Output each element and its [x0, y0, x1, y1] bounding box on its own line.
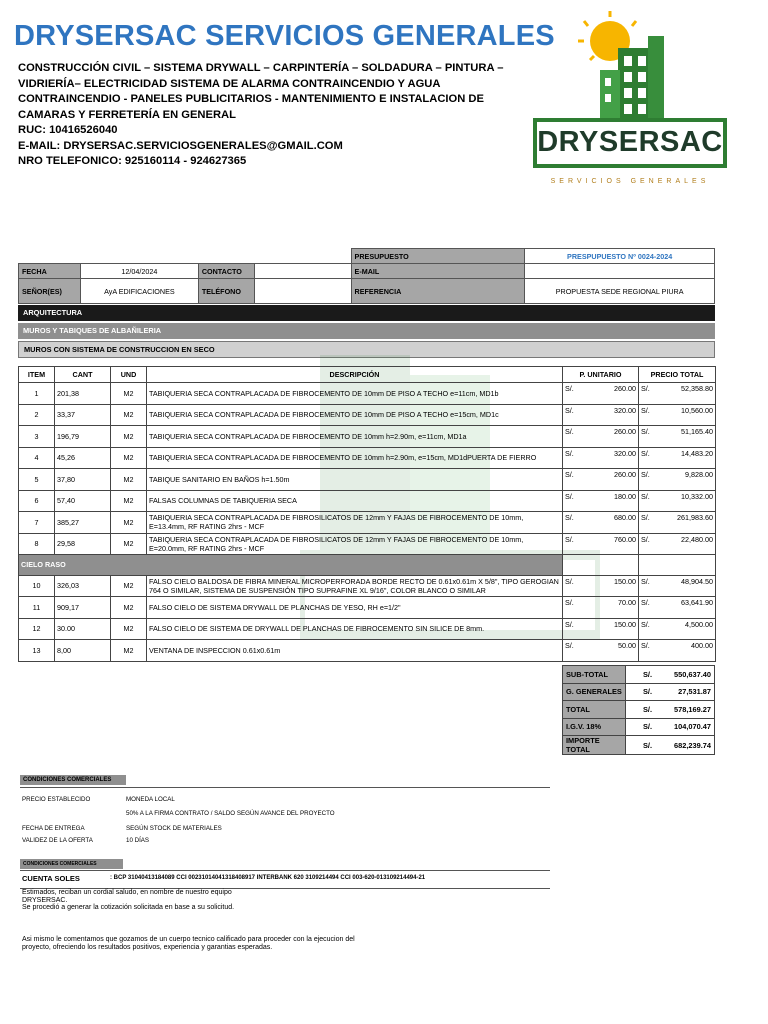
total-price-value: 51,165.40	[681, 427, 713, 436]
currency-symbol: S/.	[643, 740, 653, 750]
unit-price-value: 70.00	[618, 598, 636, 607]
currency-symbol: S/.	[641, 619, 650, 629]
item-number: 10	[19, 575, 55, 597]
item-description: TABIQUERIA SECA CONTRAPLACADA DE FIBROCEMENTO DE 10mm DE PISO A TECHO e=15cm, MD1c	[147, 404, 563, 426]
col-p-unitario: P. UNITARIO	[563, 367, 639, 383]
item-number: 6	[19, 490, 55, 512]
item-total-price	[639, 533, 716, 555]
totals-value: 104,070.47	[674, 722, 711, 732]
logo-subtitle: SERVICIOS GENERALES	[550, 178, 710, 185]
validez-value: 10 DÍAS	[126, 837, 150, 844]
currency-symbol: S/.	[565, 534, 574, 544]
currency-symbol: S/.	[643, 669, 653, 679]
totals-value: 682,239.74	[674, 740, 711, 750]
table-row	[19, 512, 716, 534]
item-unit: M2	[111, 512, 147, 534]
currency-symbol: S/.	[565, 619, 574, 629]
section-muros-seco: MUROS CON SISTEMA DE CONSTRUCCION EN SECO	[18, 341, 715, 358]
item-number: 7	[19, 512, 55, 534]
item-description: TABIQUERIA SECA CONTRAPLACADA DE FIBROSILICATOS DE 12mm Y FAJAS DE FIBROCEMENTO DE 10mm, E=13.4mm, RF RATING 2hrs - MCF	[147, 512, 563, 534]
total-price-value: 63,641.90	[681, 598, 713, 607]
total-price-value: 22,480.00	[681, 534, 713, 544]
cuenta-label: CUENTA SOLES	[22, 874, 80, 883]
item-description: TABIQUERIA SECA CONTRAPLACADA DE FIBROCEMENTO DE 10mm h=2.90m, e=15cm, MD1dPUERTA DE FIERRO	[147, 447, 563, 469]
item-quantity: 30.00	[55, 618, 111, 640]
item-unit-price	[563, 640, 639, 662]
items-table	[18, 366, 716, 662]
unit-price-value: 320.00	[614, 448, 636, 458]
unit-price-value: 760.00	[614, 534, 636, 544]
col-cant: CANT	[55, 367, 111, 383]
pago-value: 50% A LA FIRMA CONTRATO / SALDO SEGÚN AVANCE DEL PROYECTO	[126, 810, 335, 817]
currency-symbol: S/.	[641, 598, 650, 607]
currency-symbol: S/.	[641, 641, 650, 650]
item-number: 4	[19, 447, 55, 469]
currency-symbol: S/.	[641, 448, 650, 458]
totals-value: 550,637.40	[674, 669, 711, 679]
unit-price-value: 180.00	[614, 491, 636, 501]
item-description: TABIQUE SANITARIO EN BAÑOS h=1.50m	[147, 469, 563, 491]
section-muros-tabiques: MUROS Y TABIQUES DE ALBAÑILERIA	[18, 323, 715, 339]
item-unit-price	[563, 404, 639, 426]
conditions-block	[20, 768, 550, 854]
totals-amount	[626, 701, 715, 719]
item-number: 3	[19, 426, 55, 448]
currency-symbol: S/.	[641, 576, 650, 586]
referencia-value: PROPUESTA SEDE REGIONAL PIURA	[525, 279, 715, 304]
referencia-label: REFERENCIA	[351, 279, 525, 304]
unit-price-value: 150.00	[614, 619, 636, 629]
item-unit-price	[563, 426, 639, 448]
table-row	[19, 640, 716, 662]
item-unit: M2	[111, 618, 147, 640]
total-price-value: 48,904.50	[681, 576, 713, 586]
currency-symbol: S/.	[565, 598, 574, 607]
fecha-value: 12/04/2024	[80, 264, 198, 279]
unit-price-value: 260.00	[614, 384, 636, 393]
item-unit-price	[563, 597, 639, 619]
currency-symbol: S/.	[565, 448, 574, 458]
presupuesto-number: PRESPUPUESTO Nº 0024-2024	[525, 249, 715, 264]
table-row	[19, 404, 716, 426]
col-descripcion: DESCRIPCIÓN	[147, 367, 563, 383]
total-price-value: 52,358.80	[681, 384, 713, 393]
table-header-row	[19, 367, 716, 383]
table-row	[19, 469, 716, 491]
item-number: 8	[19, 533, 55, 555]
totals-label: I.G.V. 18%	[563, 718, 626, 736]
email-text: E-MAIL: DRYSERSAC.SERVICIOSGENERALES@GMAIL.COM	[18, 139, 343, 152]
currency-symbol: S/.	[565, 513, 574, 522]
item-total-price	[639, 426, 716, 448]
contacto-label: CONTACTO	[198, 264, 254, 279]
entrega-value: SEGÚN STOCK DE MATERIALES	[126, 825, 222, 832]
totals-row	[563, 666, 715, 684]
phone-text: NRO TELEFONICO: 925160114 - 924627365	[18, 155, 247, 167]
table-row	[19, 597, 716, 619]
total-price-value: 10,560.00	[681, 405, 713, 415]
total-price-value: 4,500.00	[685, 619, 713, 629]
currency-symbol: S/.	[643, 704, 653, 714]
table-row	[19, 533, 716, 555]
greeting-line-2: Se procedió a generar la cotización solicitada en base a su solicitud.	[22, 904, 235, 911]
item-unit: M2	[111, 404, 147, 426]
item-unit: M2	[111, 490, 147, 512]
item-unit-price	[563, 512, 639, 534]
currency-symbol: S/.	[643, 722, 653, 732]
currency-symbol: S/.	[565, 641, 574, 650]
presupuesto-label: PRESUPUESTO	[351, 249, 525, 264]
table-row	[19, 618, 716, 640]
currency-symbol: S/.	[641, 491, 650, 501]
currency-symbol: S/.	[565, 405, 574, 415]
telefono-value	[254, 279, 351, 304]
item-quantity: 201,38	[55, 383, 111, 405]
item-total-price	[639, 490, 716, 512]
totals-row	[563, 683, 715, 701]
item-number: 5	[19, 469, 55, 491]
table-row	[19, 447, 716, 469]
totals-label: SUB-TOTAL	[563, 666, 626, 684]
item-total-price	[639, 512, 716, 534]
greeting-text	[22, 889, 237, 912]
item-quantity: 326,03	[55, 575, 111, 597]
contacto-value	[254, 264, 351, 279]
bank-block	[20, 852, 550, 889]
item-quantity: 29,58	[55, 533, 111, 555]
item-unit-price	[563, 533, 639, 555]
currency-symbol: S/.	[565, 470, 574, 479]
item-unit-price	[563, 447, 639, 469]
col-und: UND	[111, 367, 147, 383]
precio-value: MONEDA LOCAL	[126, 796, 175, 803]
unit-price-value: 260.00	[614, 427, 636, 436]
item-total-price	[639, 469, 716, 491]
company-activities: CONSTRUCCIÓN CIVIL – SISTEMA DRYWALL – CARPINTERÍA – SOLDADURA – PINTURA – VIDRIERÍA– ELECTRICIDAD SISTEMA DE ALARMA CONTRAINCENDIO Y AGUA CONTRAINCENDIO - PANELES PUBLICITARIOS - MANTENIMIENTO E INSTALACION DE CAMARAS Y FERRETERÍA EN GENERAL	[18, 62, 504, 121]
item-unit-price	[563, 469, 639, 491]
telefono-label: TELÉFONO	[198, 279, 254, 304]
item-total-price	[639, 618, 716, 640]
company-contact	[18, 123, 343, 170]
totals-amount	[626, 666, 715, 684]
total-price-value: 400.00	[691, 641, 713, 650]
unit-price-value: 680.00	[614, 513, 636, 522]
item-description: TABIQUERIA SECA CONTRAPLACADA DE FIBROCEMENTO DE 10mm h=2.90m, e=11cm, MD1a	[147, 426, 563, 448]
section-arquitectura: ARQUITECTURA	[18, 305, 715, 321]
currency-symbol: S/.	[565, 384, 574, 393]
unit-price-value: 150.00	[614, 576, 636, 586]
totals-label: TOTAL	[563, 701, 626, 719]
item-unit: M2	[111, 575, 147, 597]
senor-label: SEÑOR(ES)	[19, 279, 81, 304]
currency-symbol: S/.	[641, 427, 650, 436]
item-total-price	[639, 597, 716, 619]
totals-value: 27,531.87	[678, 687, 711, 697]
currency-symbol: S/.	[565, 491, 574, 501]
totals-value: 578,169.27	[674, 704, 711, 714]
logo-graphic-icon	[530, 8, 730, 193]
currency-symbol: S/.	[641, 513, 650, 522]
item-number: 12	[19, 618, 55, 640]
table-row	[19, 490, 716, 512]
item-description: FALSO CIELO DE SISTEMA DRYWALL DE PLANCHAS DE YESO, RH e=1/2"	[147, 597, 563, 619]
closing-text: Asi mismo le comentamos que gozamos de un cuerpo tecnico calificado para proceder con la ejecucion del proyecto, ofreciendo los resultados positivos, experiencia y garantias esperadas.	[22, 936, 355, 951]
item-quantity: 37,80	[55, 469, 111, 491]
item-unit-price	[563, 490, 639, 512]
precio-label: PRECIO ESTABLECIDO	[22, 796, 91, 803]
conditions-heading: CONDICIONES COMERCIALES	[20, 775, 126, 785]
item-unit: M2	[111, 383, 147, 405]
totals-amount	[626, 718, 715, 736]
item-quantity: 57,40	[55, 490, 111, 512]
totals-table	[562, 665, 715, 755]
item-description: FALSAS COLUMNAS DE TABIQUERIA SECA	[147, 490, 563, 512]
totals-row	[563, 736, 715, 755]
unit-price-value: 260.00	[614, 470, 636, 479]
currency-symbol: S/.	[641, 470, 650, 479]
unit-price-value: 320.00	[614, 405, 636, 415]
quote-header-table	[18, 248, 715, 304]
item-unit: M2	[111, 469, 147, 491]
unit-price-value: 50.00	[618, 641, 636, 650]
table-row	[19, 383, 716, 405]
company-title: DRYSERSAC SERVICIOS GENERALES	[14, 20, 555, 52]
currency-symbol: S/.	[641, 405, 650, 415]
currency-symbol: S/.	[565, 576, 574, 586]
entrega-label: FECHA DE ENTREGA	[22, 825, 85, 832]
item-number: 2	[19, 404, 55, 426]
item-unit-price	[563, 383, 639, 405]
item-total-price	[639, 575, 716, 597]
totals-label: IMPORTE TOTAL	[563, 736, 626, 755]
totals-label: G. GENERALES	[563, 683, 626, 701]
totals-amount	[626, 736, 715, 755]
group-cielo-raso: CIELO RASO	[19, 555, 563, 576]
cuenta-value: : BCP 31040413184089 CCI 00231014041318408917 INTERBANK 620 3109214494 CCI 003-620-013109214494-21	[110, 875, 426, 881]
item-unit: M2	[111, 426, 147, 448]
item-description: FALSO CIELO BALDOSA DE FIBRA MINERAL MICROPERFORADA BORDE RECTO DE 0.61x0.61m X 5/8", TIPO GEROGIAN 764 O SIMILAR, SISTEMA DE SUSPENSIÓN TIPO SUPRAFINE XL 9/16", COLOR BLANCO O SIMILAR	[147, 575, 563, 597]
ruc-text: RUC: 10416526040	[18, 124, 118, 136]
item-quantity: 33,37	[55, 404, 111, 426]
item-quantity: 909,17	[55, 597, 111, 619]
item-unit: M2	[111, 447, 147, 469]
email-label: E-MAIL	[351, 264, 525, 279]
item-number: 11	[19, 597, 55, 619]
item-unit-price	[563, 618, 639, 640]
total-price-value: 10,332.00	[681, 491, 713, 501]
col-item: ITEM	[19, 367, 55, 383]
item-quantity: 45,26	[55, 447, 111, 469]
email-value	[525, 264, 715, 279]
item-unit: M2	[111, 640, 147, 662]
item-quantity: 8,00	[55, 640, 111, 662]
total-price-value: 9,828.00	[685, 470, 713, 479]
item-description: VENTANA DE INSPECCION 0.61x0.61m	[147, 640, 563, 662]
currency-symbol: S/.	[641, 534, 650, 544]
totals-row	[563, 718, 715, 736]
currency-symbol: S/.	[565, 427, 574, 436]
item-description: TABIQUERIA SECA CONTRAPLACADA DE FIBROSILICATOS DE 12mm Y FAJAS DE FIBROCEMENTO DE 10mm, E=20.0mm, RF RATING 2hrs - MCF	[147, 533, 563, 555]
totals-amount	[626, 683, 715, 701]
item-quantity: 385,27	[55, 512, 111, 534]
total-price-value: 261,983.60	[677, 513, 713, 522]
currency-symbol: S/.	[643, 687, 653, 697]
company-logo	[530, 8, 730, 193]
item-number: 13	[19, 640, 55, 662]
logo-wordmark: DRYSERSAC	[537, 126, 723, 158]
item-total-price	[639, 447, 716, 469]
item-unit: M2	[111, 533, 147, 555]
col-precio-total: PRECIO TOTAL	[639, 367, 716, 383]
item-description: TABIQUERIA SECA CONTRAPLACADA DE FIBROCEMENTO DE 10mm DE PISO A TECHO e=11cm, MD1b	[147, 383, 563, 405]
item-quantity: 196,79	[55, 426, 111, 448]
totals-row	[563, 701, 715, 719]
currency-symbol: S/.	[641, 384, 650, 393]
greeting-line-1: Estimados, reciban un cordial saludo, en nombre de nuestro equipo DRYSERSAC.	[22, 889, 232, 904]
item-number: 1	[19, 383, 55, 405]
conditions-heading-2: CONDICIONES COMERCIALES	[20, 859, 123, 869]
item-total-price	[639, 404, 716, 426]
fecha-label: FECHA	[19, 264, 81, 279]
senor-value: AyA EDIFICACIONES	[80, 279, 198, 304]
item-unit-price	[563, 575, 639, 597]
table-row	[19, 426, 716, 448]
item-total-price	[639, 383, 716, 405]
item-total-price	[639, 640, 716, 662]
validez-label: VALIDEZ DE LA OFERTA	[22, 837, 93, 844]
item-description: FALSO CIELO DE SISTEMA DE DRYWALL DE PLANCHAS DE FIBROCEMENTO SIN SILICE DE 8mm.	[147, 618, 563, 640]
table-row	[19, 575, 716, 597]
total-price-value: 14,483.20	[681, 448, 713, 458]
item-unit: M2	[111, 597, 147, 619]
